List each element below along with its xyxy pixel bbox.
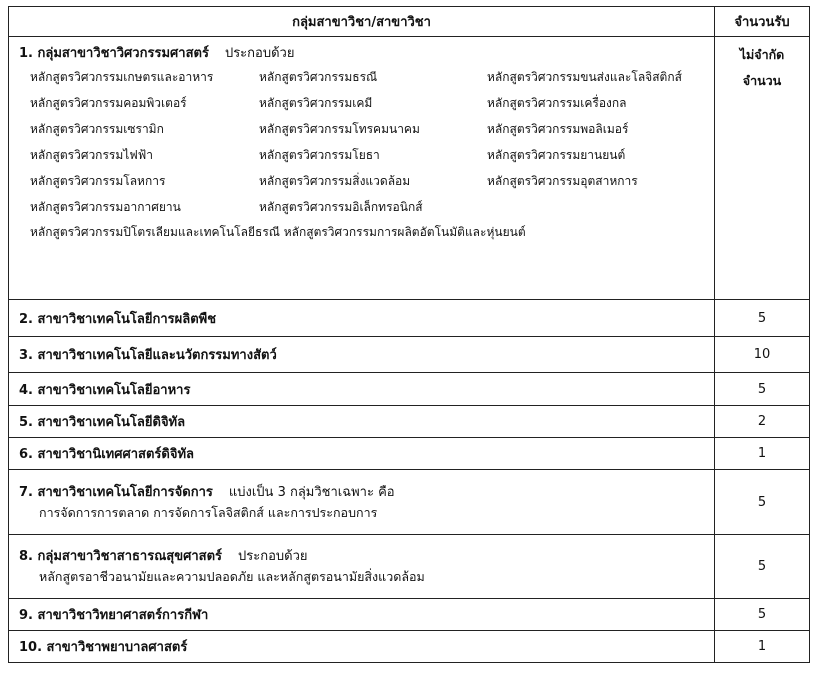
table-row <box>9 438 810 470</box>
row-count: 1 <box>715 438 810 470</box>
row-detail: การจัดการการตลาด การจัดการโลจิสติกส์ และการประกอบการ <box>39 504 378 520</box>
count-cell <box>715 37 810 300</box>
row-title: 4. สาขาวิชาเทคโนโลยีอาหาร <box>9 373 715 406</box>
list-item: หลักสูตรวิศวกรรมเครื่องกล <box>487 96 627 110</box>
table-row <box>9 631 810 663</box>
row-title: 5. สาขาวิชาเทคโนโลยีดิจิทัล <box>9 406 715 438</box>
list-item: หลักสูตรวิศวกรรมเคมี <box>259 96 373 110</box>
table-row <box>9 373 810 406</box>
row-detail: หลักสูตรอาชีวอนามัยและความปลอดภัย และหลักสูตรอนามัยสิ่งแวดล้อม <box>39 569 425 584</box>
header-count: จำนวนรับ <box>715 7 810 37</box>
list-item: หลักสูตรวิศวกรรมขนส่งและโลจิสติกส์ <box>487 70 682 84</box>
table-header-row <box>9 7 810 37</box>
list-item: หลักสูตรวิศวกรรมไฟฟ้า <box>30 148 154 162</box>
table-row <box>9 535 810 599</box>
row-count: 2 <box>715 406 810 438</box>
list-item: หลักสูตรวิศวกรรมพอลิเมอร์ <box>487 122 629 136</box>
count-unlimited-2: จำนวน <box>742 73 782 88</box>
list-item: หลักสูตรวิศวกรรมยานยนต์ <box>487 148 626 162</box>
list-item: หลักสูตรวิศวกรรมคอมพิวเตอร์ <box>30 96 187 110</box>
row-title: 6. สาขาวิชานิเทศศาสตร์ดิจิทัล <box>9 438 715 470</box>
row-suffix: ประกอบด้วย <box>224 46 295 61</box>
list-item: หลักสูตรวิศวกรรมโยธา <box>259 148 380 162</box>
row-count: 5 <box>715 470 810 535</box>
row-cell <box>9 535 715 599</box>
table-row <box>9 300 810 337</box>
list-item: หลักสูตรวิศวกรรมอิเล็กทรอนิกส์ <box>259 200 423 214</box>
table-row <box>9 37 810 300</box>
list-item: หลักสูตรวิศวกรรมเซรามิก <box>30 122 164 136</box>
row-count: 5 <box>715 373 810 406</box>
row-title: 9. สาขาวิชาวิทยาศาสตร์การกีฬา <box>9 599 715 631</box>
table-row <box>9 337 810 373</box>
list-item: หลักสูตรวิศวกรรมปิโตรเลียมและเทคโนโลยีธรณี หลักสูตรวิศวกรรมการผลิตอัตโนมัติและหุ่นยนต์ <box>30 225 526 239</box>
row-title: 1. กลุ่มสาขาวิชาวิศวกรรมศาสตร์ <box>19 46 209 61</box>
row-title: 3. สาขาวิชาเทคโนโลยีและนวัตกรรมทางสัตว์ <box>9 337 715 373</box>
count-unlimited: ไม่จำกัด <box>739 47 785 62</box>
row-title: 8. กลุ่มสาขาวิชาสาธารณสุขศาสตร์ <box>19 549 223 564</box>
row-count: 5 <box>715 300 810 337</box>
program-list <box>30 64 704 220</box>
row-title: 10. สาขาวิชาพยาบาลศาสตร์ <box>9 631 715 663</box>
table-row <box>9 470 810 535</box>
list-item: หลักสูตรวิศวกรรมเกษตรและอาหาร <box>30 70 214 84</box>
row-count: 1 <box>715 631 810 663</box>
header-group: กลุ่มสาขาวิชา/สาขาวิชา <box>9 7 715 37</box>
row-title: 7. สาขาวิชาเทคโนโลยีการจัดการ <box>19 484 213 500</box>
list-item: หลักสูตรวิศวกรรมอุตสาหการ <box>487 174 638 188</box>
list-item-empty <box>487 194 716 220</box>
row-count: 5 <box>715 535 810 599</box>
row-cell <box>9 470 715 535</box>
engineering-cell <box>9 37 715 300</box>
list-item: หลักสูตรวิศวกรรมโทรคมนาคม <box>259 122 420 136</box>
table-row <box>9 599 810 631</box>
admission-quota-table <box>8 6 810 663</box>
list-item: หลักสูตรวิศวกรรมสิ่งแวดล้อม <box>259 174 411 188</box>
list-item: หลักสูตรวิศวกรรมโลหการ <box>30 174 166 188</box>
row-count: 5 <box>715 599 810 631</box>
row-count: 10 <box>715 337 810 373</box>
row-suffix: ประกอบด้วย <box>238 549 308 564</box>
row-suffix: แบ่งเป็น 3 กลุ่มวิชาเฉพาะ คือ <box>228 484 395 500</box>
list-item: หลักสูตรวิศวกรรมอากาศยาน <box>30 200 181 214</box>
list-item: หลักสูตรวิศวกรรมธรณี <box>259 70 378 84</box>
table-row <box>9 406 810 438</box>
row-title: 2. สาขาวิชาเทคโนโลยีการผลิตพืช <box>9 300 715 337</box>
